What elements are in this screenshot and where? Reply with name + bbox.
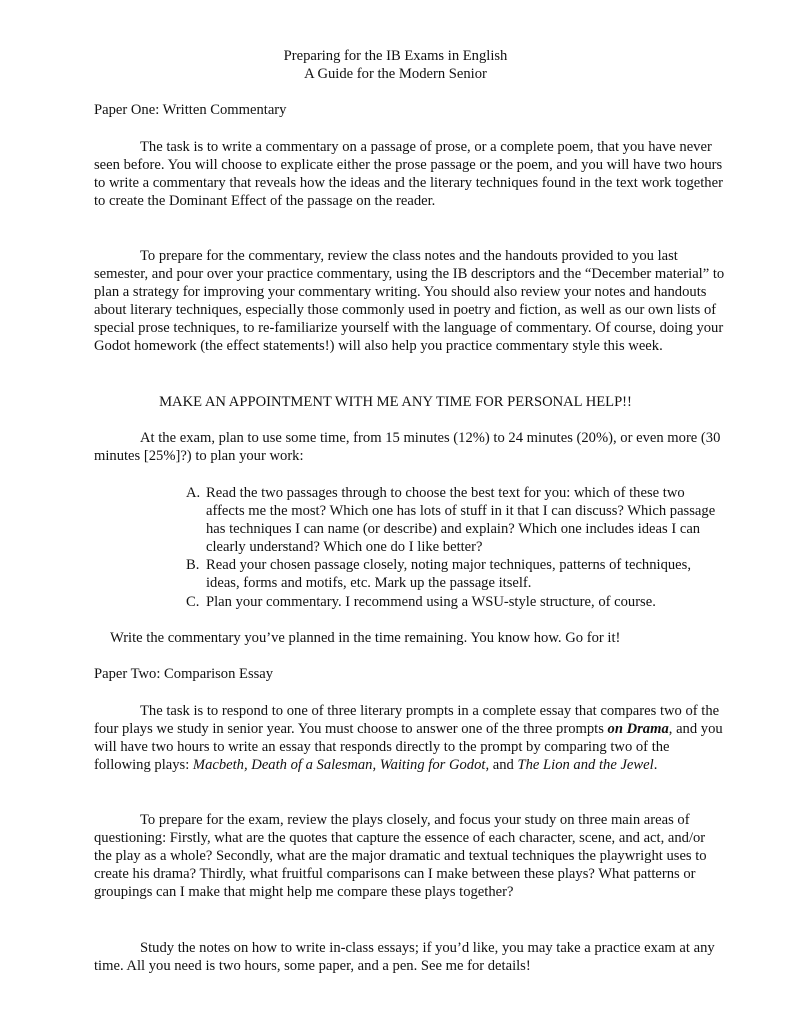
paper-one-task-paragraph: The task is to write a commentary on a passage of prose, or a complete poem, that you have never seen before. You will choose to explicate either the prose passage or the poem, and you will have two hours to write a commentary that reveals how the ideas and the literary techniques found in the text work together to create the Dominant Effect of the passage on the reader.	[94, 139, 723, 210]
paper-one-exam-paragraph: At the exam, plan to use some time, from 15 minutes (12%) to 24 minutes (20%), or even more (30 minutes [25%]?) to plan your work:	[94, 430, 721, 465]
paper-two-prepare-paragraph: To prepare for the exam, review the plays closely, and focus your study on three main areas of questioning: Firstly, what are the quotes that capture the essence of each character, scene, and act, and/or the play as a whole? Secondly, what are the major dramatic and textual techniques the playwright uses to create his drama? Thirdly, what fruitful comparisons can I make between these plays? What patterns or groupings can I make that might help me compare these plays together?	[94, 812, 707, 901]
document-subtitle: A Guide for the Modern Senior	[304, 66, 487, 82]
list-item-text: Read the two passages through to choose the best text for you: which of these two affects me the most? Which one has lots of stuff in it that I can discuss? Which passage has techniques I can name (or describe) and explain? Which one includes ideas I can clearly understand? Which one do I like better?	[206, 485, 716, 556]
play-title-lion: The Lion and the Jewel	[517, 757, 654, 774]
paper-two-and: and	[489, 757, 518, 774]
list-item	[186, 556, 726, 592]
list-item-text: Plan your commentary. I recommend using a WSU-style structure, of course.	[206, 593, 656, 610]
paper-two-study-paragraph: Study the notes on how to write in-class essays; if you’d like, you may take a practice exam at any time. All you need is two hours, some paper, and a pen. See me for details!	[94, 940, 715, 975]
appointment-callout: MAKE AN APPOINTMENT WITH ME ANY TIME FOR PERSONAL HELP!!	[159, 394, 632, 410]
paper-one-closing: Write the commentary you’ve planned in the time remaining. You know how. Go for it!	[110, 630, 621, 646]
list-item-text: Read your chosen passage closely, noting major techniques, patterns of techniques, ideas, forms and motifs, etc. Mark up the passage itself.	[206, 557, 691, 592]
list-marker: C.	[186, 593, 200, 610]
list-marker: B.	[186, 557, 200, 574]
paper-two-heading: Paper Two: Comparison Essay	[94, 666, 274, 682]
paper-two-task-paragraph	[94, 702, 726, 774]
paper-one-prepare-paragraph: To prepare for the commentary, review the class notes and the handouts provided to you last semester, and pour over your practice commentary, using the IB descriptors and the “December material” to plan a strategy for improving your commentary writing. You should also review your notes and handouts about literary techniques, especially those commonly used in poetry and fiction, as well as our own lists of special prose techniques, to re-familiarize yourself with the language of commentary. Of course, doing your Godot homework (the effect statements!) will also help you practice commentary style this week.	[94, 248, 725, 355]
on-drama-emphasis: on Drama	[607, 721, 669, 738]
list-item	[186, 484, 726, 556]
planning-steps-list	[186, 484, 726, 611]
document-title: Preparing for the IB Exams in English	[283, 48, 508, 64]
list-marker: A.	[186, 485, 201, 501]
play-titles: Macbeth, Death of a Salesman, Waiting for Godot,	[192, 757, 490, 774]
list-item	[186, 593, 726, 611]
paper-two-task-text-b: , and you will have two hours to write an essay that responds directly to the prompt by comparing two of the following plays:	[94, 721, 723, 774]
paper-one-heading: Paper One: Written Commentary	[94, 102, 287, 118]
paper-two-period: .	[653, 757, 658, 774]
paper-two-task-text-a: The task is to respond to one of three literary prompts in a complete essay that compares two of the four plays we study in senior year. You must choose to answer one of the three prompts	[94, 703, 720, 738]
